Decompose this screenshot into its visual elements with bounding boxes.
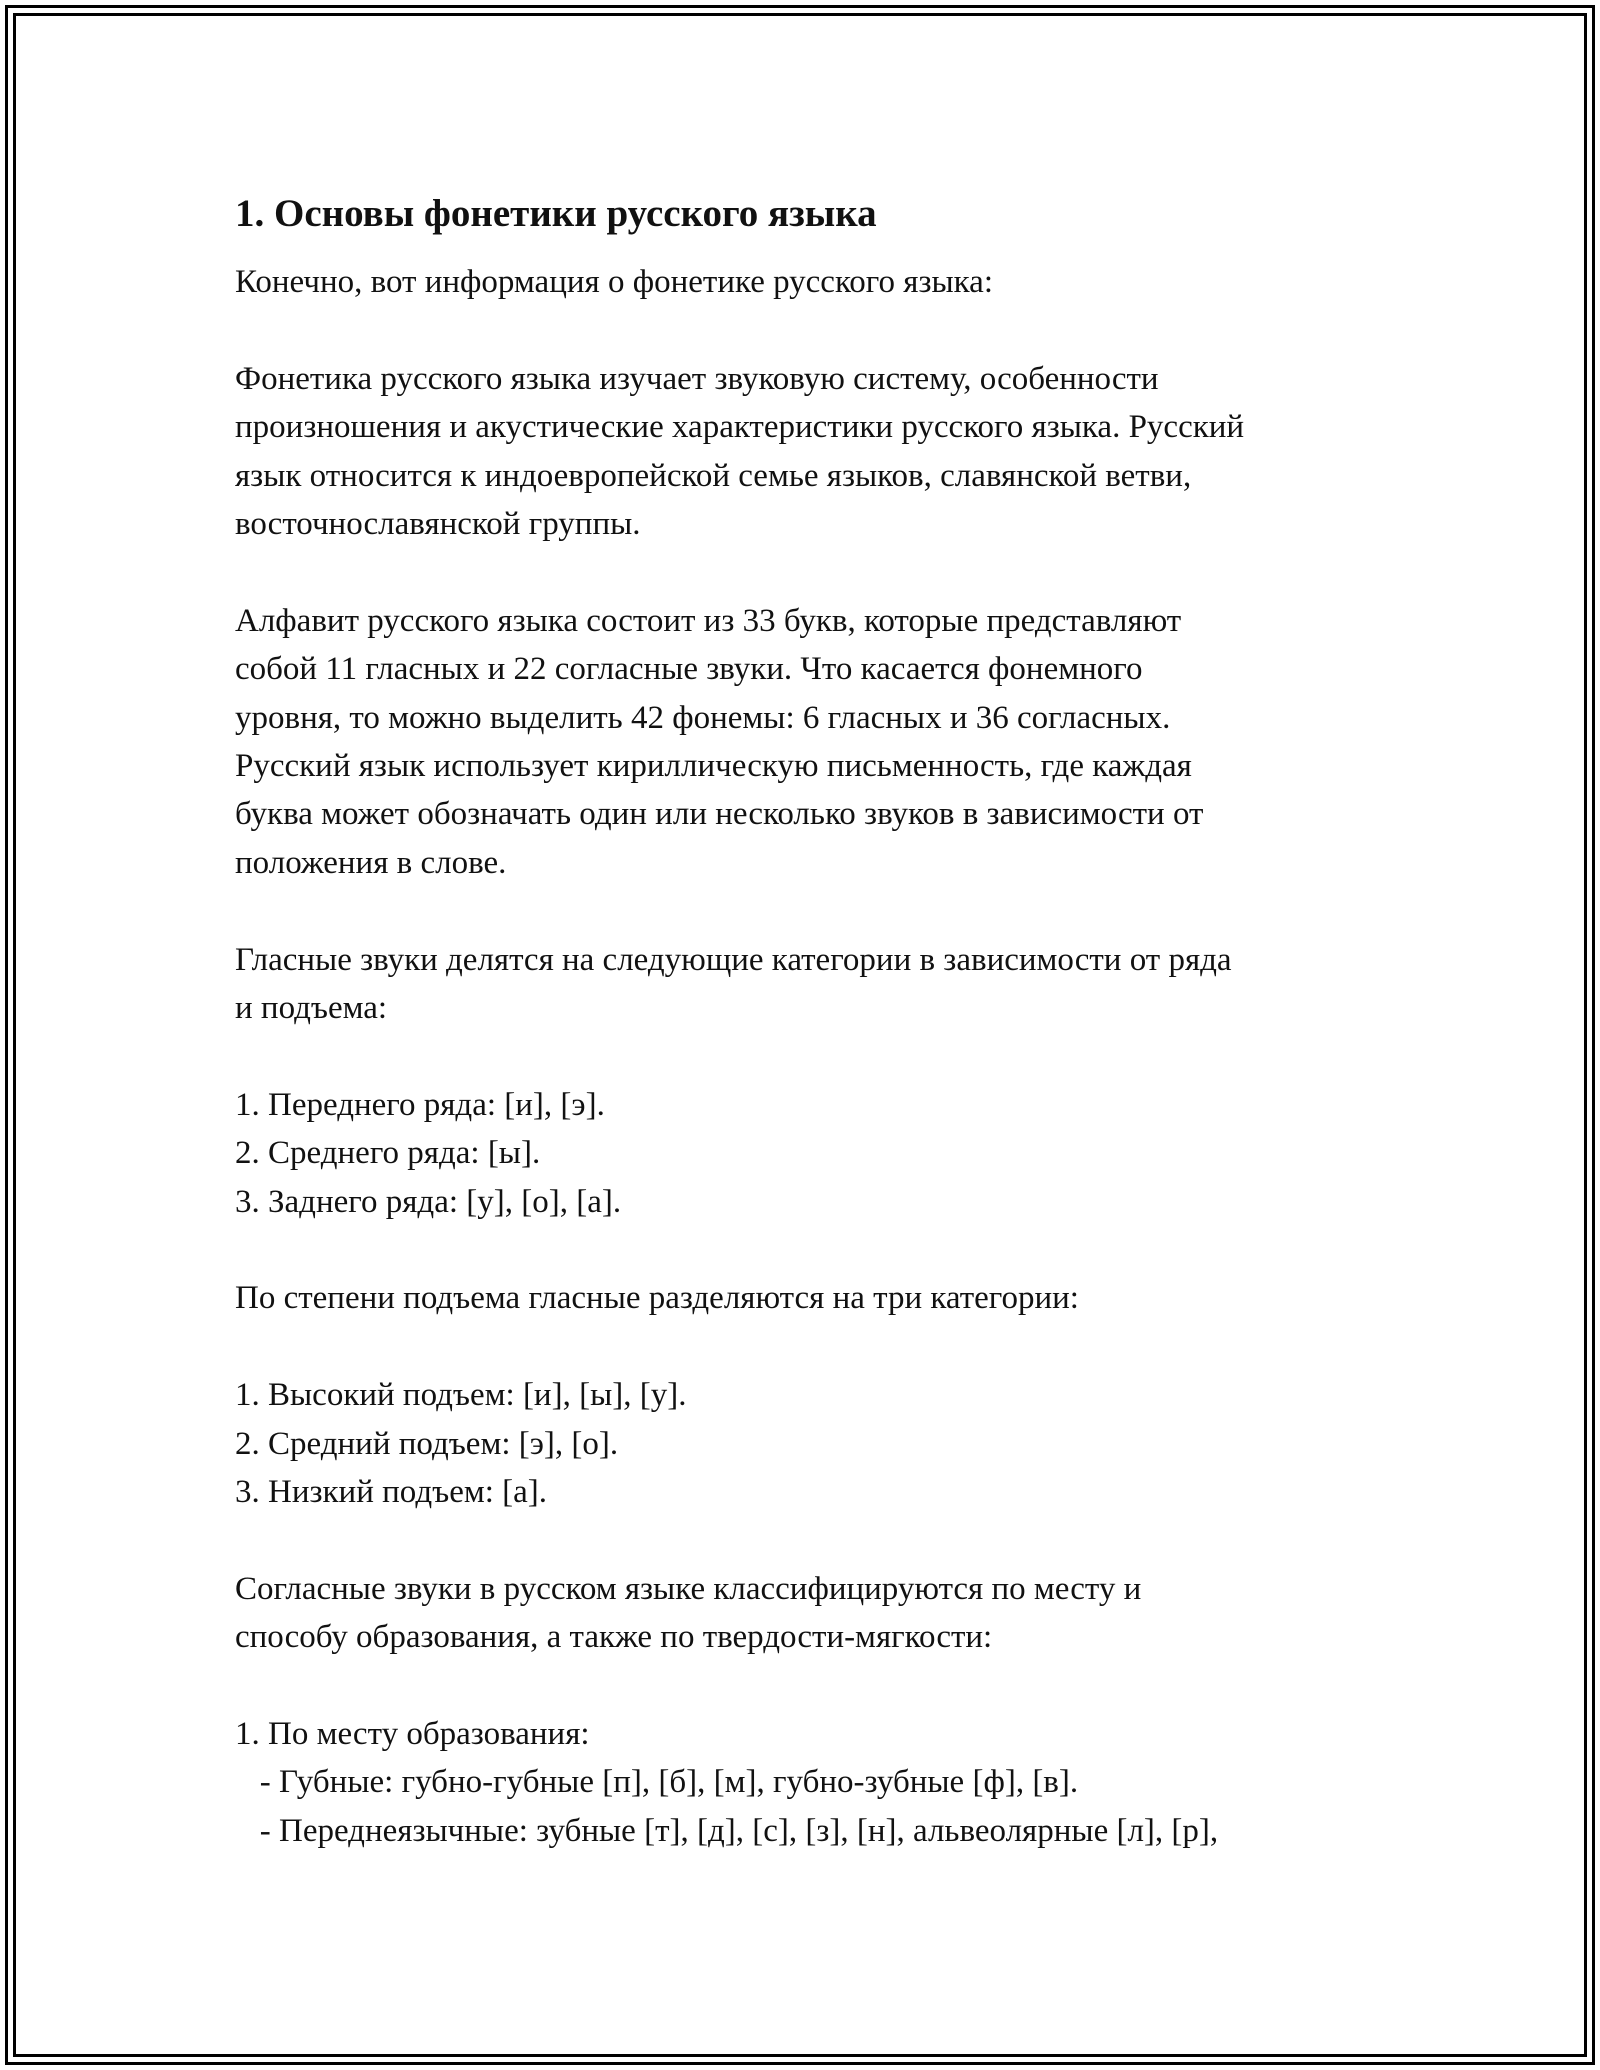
list-consonant-place [235,1710,1385,1855]
paragraph-line: язык относится к индоевропейской семье языков, славянской ветви, [235,457,1192,494]
paragraph-phonetics [235,355,1385,549]
paragraph-line: Фонетика русского языка изучает звуковую систему, особенности [235,360,1159,397]
list-vowel-height [235,1371,1385,1516]
intro-line: Конечно, вот информация о фонетике русского языка: [235,264,994,300]
paragraph-line: Гласные звуки делятся на следующие категории в зависимости от ряда [235,941,1232,978]
list-item: 3. Низкий подъем: [а]. [235,1474,548,1511]
spacer [235,1516,1385,1564]
list-item: - Губные: губно-губные [п], [б], [м], губно-зубные [ф], [в]. [235,1764,1079,1801]
spacer [235,306,1385,354]
paragraph-consonants [235,1565,1385,1662]
paragraph-line: и подъема: [235,990,388,1027]
spacer [235,548,1385,596]
spacer [235,1662,1385,1710]
paragraph-alphabet [235,597,1385,887]
list-item: 1. Высокий подъем: [и], [ы], [у]. [235,1377,687,1414]
document-title: 1. Основы фонетики русского языка [235,192,877,235]
paragraph-line: произношения и акустические характеристики русского языка. Русский [235,409,1245,446]
spacer [235,887,1385,935]
document-body [235,188,1385,1855]
paragraph-line: собой 11 гласных и 22 согласные звуки. Что касается фонемного [235,651,1143,688]
spacer [235,1226,1385,1274]
paragraph-line: уровня, то можно выделить 42 фонемы: 6 гласных и 36 согласных. [235,699,1171,736]
paragraph-line: способу образования, а также по твердости-мягкости: [235,1619,993,1656]
list-vowel-rows [235,1081,1385,1226]
list-item: 1. Переднего ряда: [и], [э]. [235,1086,605,1123]
list-item: 1. По месту образования: [235,1716,590,1753]
list-item: 3. Заднего ряда: [у], [о], [а]. [235,1183,622,1220]
paragraph-line: Алфавит русского языка состоит из 33 букв, которые представляют [235,602,1182,639]
list-item: - Переднеязычные: зубные [т], [д], [с], [з], [н], альвеолярные [л], [р], [235,1812,1219,1849]
paragraph-line: Русский язык использует кириллическую письменность, где каждая [235,748,1192,785]
list-item: 2. Средний подъем: [э], [о]. [235,1425,619,1462]
spacer [235,1032,1385,1080]
paragraph-line: положения в слове. [235,844,507,881]
paragraph-vowels-intro [235,936,1385,1033]
paragraph-line: буква может обозначать один или несколько звуков в зависимости от [235,796,1204,833]
paragraph-line: Согласные звуки в русском языке классифицируются по месту и [235,1570,1142,1607]
paragraph-vowel-height: По степени подъема гласные разделяются на три категории: [235,1280,1079,1317]
list-item: 2. Среднего ряда: [ы]. [235,1135,541,1172]
paragraph-line: восточнославянской группы. [235,506,641,543]
spacer [235,1323,1385,1371]
